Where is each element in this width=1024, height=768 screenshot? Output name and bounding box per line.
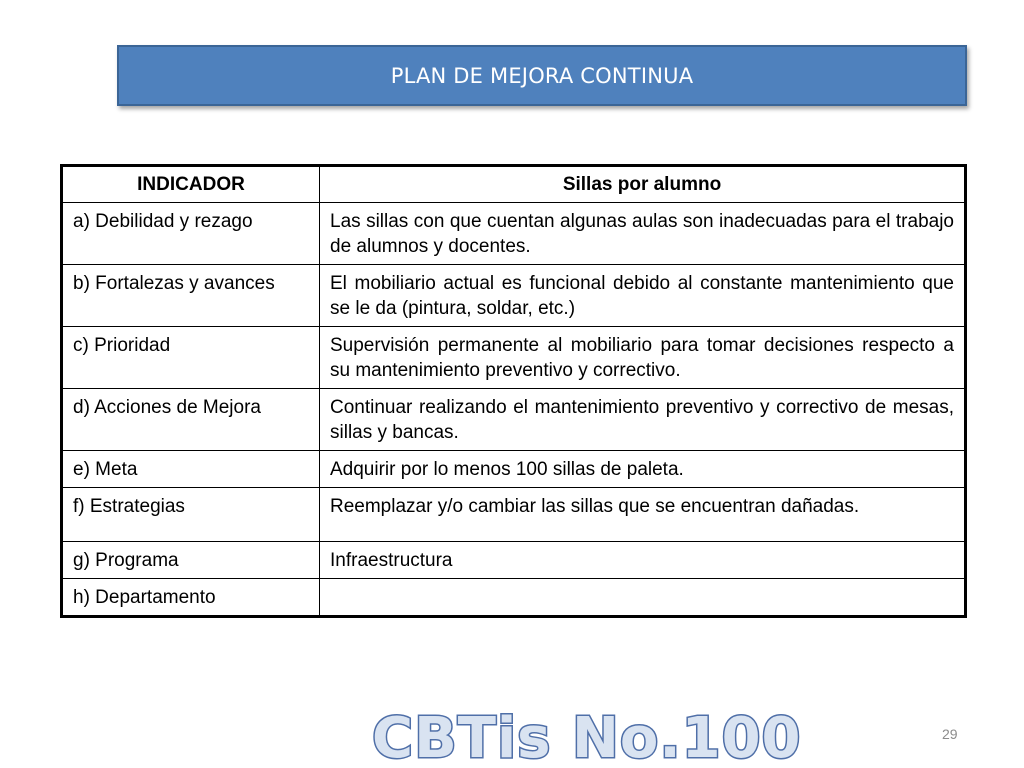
description-cell: Supervisión permanente al mobiliario para tomar decisiones respecto a su mantenimiento preventivo y correctivo. <box>320 327 966 389</box>
header-chairs-per-student: Sillas por alumno <box>320 166 966 203</box>
description-cell: Adquirir por lo menos 100 sillas de paleta. <box>320 451 966 488</box>
table-row <box>62 327 966 389</box>
indicator-cell: h) Departamento <box>62 579 320 617</box>
improvement-plan-table <box>60 164 967 618</box>
description-cell: Las sillas con que cuentan algunas aulas son inadecuadas para el trabajo de alumnos y docentes. <box>320 203 966 265</box>
page-number: 29 <box>942 726 958 742</box>
header-indicator: INDICADOR <box>62 166 320 203</box>
table-row <box>62 451 966 488</box>
table-row <box>62 579 966 617</box>
indicator-cell: a) Debilidad y rezago <box>62 203 320 265</box>
indicator-cell: d) Acciones de Mejora <box>62 389 320 451</box>
description-cell: El mobiliario actual es funcional debido al constante mantenimiento que se le da (pintura, soldar, etc.) <box>320 265 966 327</box>
table-row <box>62 542 966 579</box>
slide-title: PLAN DE MEJORA CONTINUA <box>390 63 694 88</box>
logo-text: CBTis No.100 <box>372 706 802 768</box>
slide-title-box <box>117 45 967 106</box>
description-cell <box>320 579 966 617</box>
description-cell: Infraestructura <box>320 542 966 579</box>
table-header-row <box>62 166 966 203</box>
table-row <box>62 203 966 265</box>
table-row <box>62 265 966 327</box>
description-cell: Reemplazar y/o cambiar las sillas que se encuentran dañadas. <box>320 488 966 542</box>
table-row <box>62 389 966 451</box>
indicator-cell: g) Programa <box>62 542 320 579</box>
cbtis-logo <box>370 700 802 768</box>
table-row <box>62 488 966 542</box>
description-cell: Continuar realizando el mantenimiento preventivo y correctivo de mesas, sillas y bancas. <box>320 389 966 451</box>
indicator-cell: b) Fortalezas y avances <box>62 265 320 327</box>
indicator-cell: e) Meta <box>62 451 320 488</box>
indicator-cell: f) Estrategias <box>62 488 320 542</box>
indicator-cell: c) Prioridad <box>62 327 320 389</box>
